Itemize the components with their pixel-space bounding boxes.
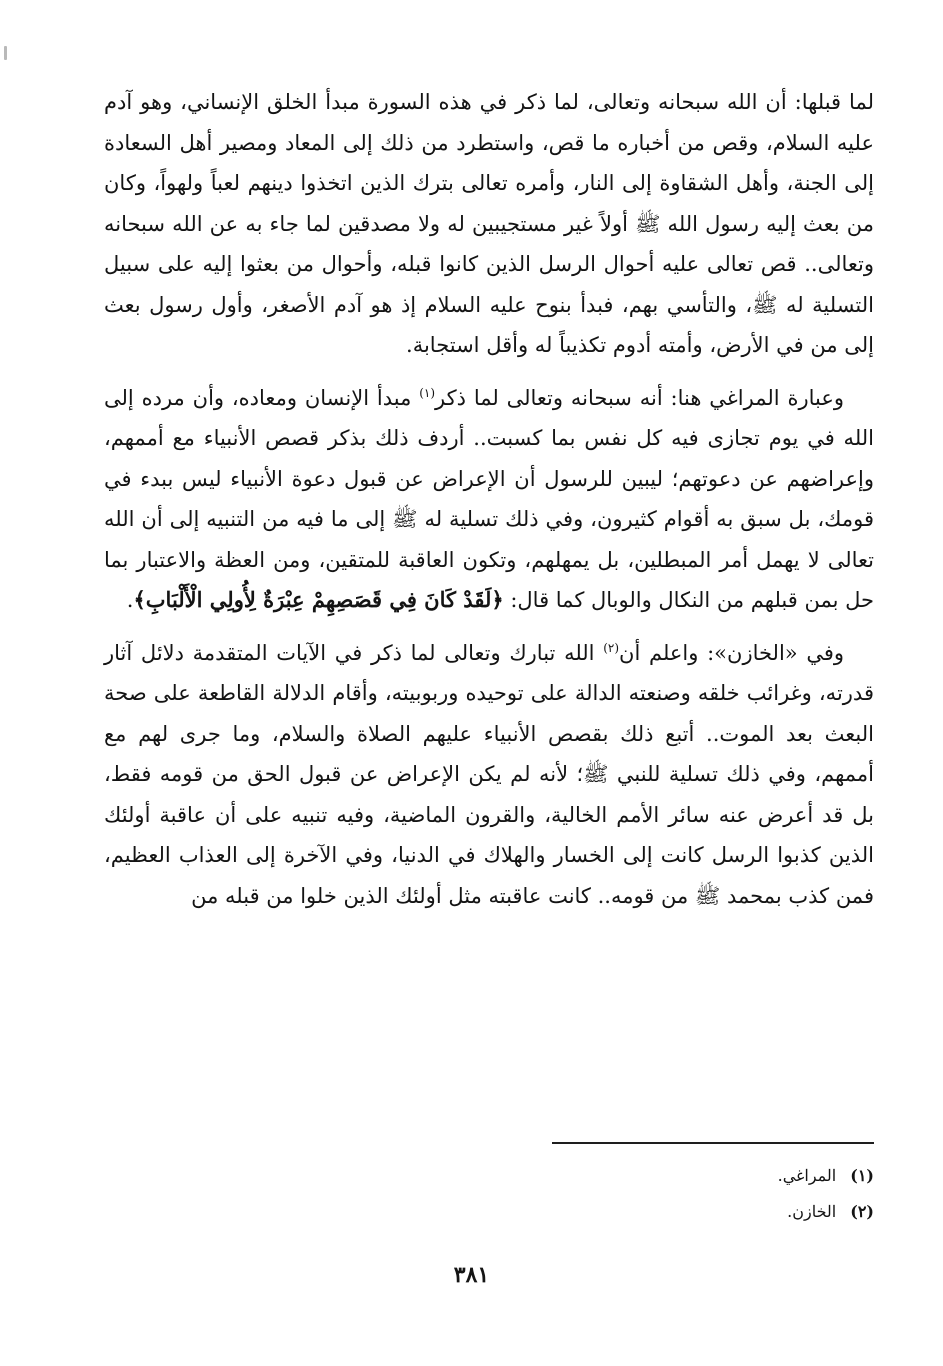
paragraph-1 [104,82,874,366]
footnote-ref-2: (٢) [603,640,620,655]
footnote-text: الخازن. [787,1202,837,1221]
quran-verse: ﴿لَقَدْ كَانَ فِي قَصَصِهِمْ عِبْرَةٌ لِأُولِي الْأَلْبَابِ﴾ [133,587,504,612]
paragraph-3 [104,633,874,917]
page-number: ٣٨١ [453,1262,490,1288]
footnote-separator [552,1142,874,1144]
footnote-1 [552,1158,874,1194]
scan-edge-mark [4,46,7,60]
footnote-text: المراغي. [777,1166,837,1185]
paragraph-3-text-start: وفي «الخازن»: واعلم أن [619,640,844,665]
paragraph-3-text-body: الله تبارك وتعالى لما ذكر في الآيات المتقدمة دلائل آثار قدرته، وغرائب خلقه وصنعته الدالة على توحيده وربوبيته، وأقام الدلالة القاطعة على صحة البعث بعد الموت.. أتبع ذلك بقصص الأنبياء عليهم الصلاة والسلام، وما جرى لهم مع أممهم، وفي ذلك تسلية للنبي ﷺ؛ لأنه لم يكن الإعراض عن قبول الحق من قومه فقط، بل قد أعرض عنه سائر الأمم الخالية، والقرون الماضية، وفيه تنبيه على أن عاقبة أولئك الذين كذبوا الرسل كانت إلى الخسار والهلاك في الدنيا، وفي الآخرة إلى العذاب العظيم، فمن كذب بمحمد ﷺ من قومه.. كانت عاقبته مثل أولئك الذين خلوا من قبله من [104,640,874,908]
paragraph-2-text-start: وعبارة المراغي هنا: أنه سبحانه وتعالى لما ذكر [435,385,844,410]
footnotes [552,1158,874,1230]
paragraph-2 [104,378,874,621]
paragraph-2-text-end: . [126,588,134,612]
footnote-2 [552,1194,874,1230]
footnote-number: (١) [850,1166,874,1185]
footnote-ref-1: (١) [419,385,436,400]
paragraph-1-text: لما قبلها: أن الله سبحانه وتعالى، لما ذكر في هذه السورة مبدأ الخلق الإنساني، وهو آدم عليه السلام، وقص من أخباره ما قص، واستطرد من ذلك إلى المعاد ومصير أهل السعادة إلى الجنة، وأهل الشقاوة إلى النار، وأمره تعالى بترك الذين اتخذوا دينهم لعباً ولهواً، وكان من بعث إليه رسول الله ﷺ أولاً غير مستجيبين له ولا مصدقين لما جاء به عن الله سبحانه وتعالى.. قص تعالى عليه أحوال الرسل الذين كانوا قبله، وأحوال من بعثوا إليه على سبيل التسلية له ﷺ، والتأسي بهم، فبدأ بنوح عليه السلام إذ هو آدم الأصغر، وأول رسول بعث إلى من في الأرض، وأمته أدوم تكذيباً له وأقل استجابة. [104,90,874,357]
main-text [104,82,874,916]
footnote-number: (٢) [850,1202,874,1221]
paragraph-2-text-body: مبدأ الإنسان ومعاده، وأن مرده إلى الله في يوم تجازى فيه كل نفس بما كسبت.. أردف ذلك بذكر قصص الأنبياء مع أممهم، وإعراضهم عن دعوتهم؛ ليبين للرسول أن الإعراض عن قبول دعوة الأنبياء ليس ببدء في قومك، بل سبق به أقوام كثيرون، وفي ذلك تسلية له ﷺ إلى ما فيه من التنبيه إلى أن الله تعالى لا يهمل أمر المبطلين، بل يمهلهم، وتكون العاقبة للمتقين، ومن العظة والاعتبار بما حل بمن قبلهم من النكال والوبال كما قال: [104,385,874,612]
